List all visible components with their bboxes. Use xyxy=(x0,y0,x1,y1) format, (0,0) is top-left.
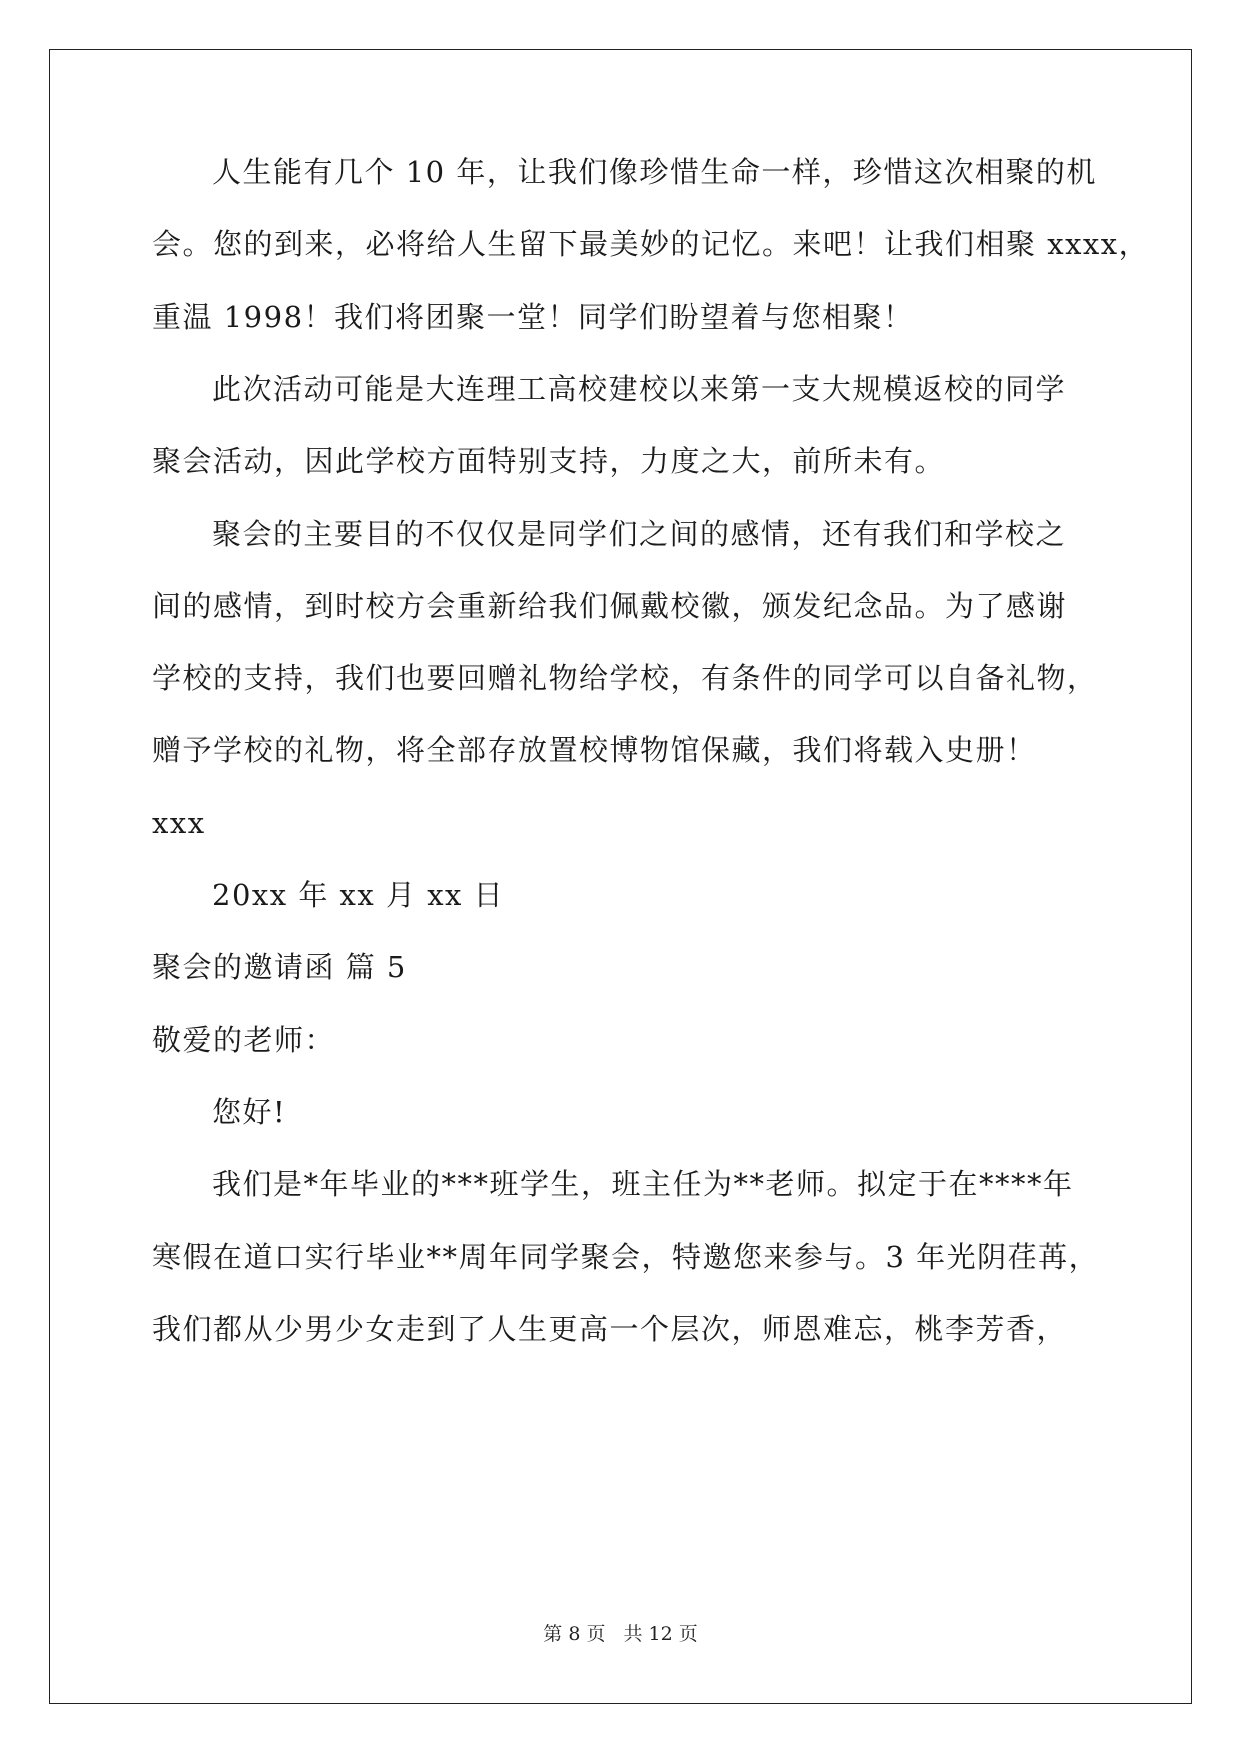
page-footer xyxy=(0,1622,1241,1646)
page-total: 共 12 页 xyxy=(623,1623,698,1645)
paragraph-line: 聚会活动，因此学校方面特别支持，力度之大，前所未有。 xyxy=(152,444,946,478)
paragraph-line: 赠予学校的礼物，将全部存放置校博物馆保藏，我们将载入史册！ xyxy=(152,733,1037,767)
paragraph-line: 寒假在道口实行毕业**周年同学聚会，特邀您来参与。3 年光阴荏苒， xyxy=(152,1240,1100,1274)
paragraph-line: 间的感情，到时校方会重新给我们佩戴校徽，颁发纪念品。为了感谢 xyxy=(152,589,1068,623)
paragraph-line: 我们都从少男少女走到了人生更高一个层次，师恩难忘，桃李芳香， xyxy=(152,1312,1068,1346)
page-number: 第 8 页 xyxy=(543,1623,606,1645)
signature-line: xxx xyxy=(152,806,206,840)
paragraph-line: 我们是*年毕业的***班学生，班主任为**老师。拟定于在****年 xyxy=(212,1167,1074,1201)
paragraph-line: 人生能有几个 10 年，让我们像珍惜生命一样，珍惜这次相聚的机 xyxy=(212,155,1097,189)
paragraph-line: 重温 1998！我们将团聚一堂！同学们盼望着与您相聚！ xyxy=(152,300,914,334)
paragraph-line: 此次活动可能是大连理工高校建校以来第一支大规模返校的同学 xyxy=(212,372,1067,406)
section-heading: 聚会的邀请函 篇 5 xyxy=(152,950,407,984)
salutation: 敬爱的老师： xyxy=(152,1023,336,1057)
date-line: 20xx 年 xx 月 xx 日 xyxy=(212,878,505,912)
paragraph-line: 学校的支持，我们也要回赠礼物给学校，有条件的同学可以自备礼物， xyxy=(152,661,1098,695)
paragraph-line: 聚会的主要目的不仅仅是同学们之间的感情，还有我们和学校之 xyxy=(212,517,1067,551)
greeting: 您好! xyxy=(212,1095,287,1129)
paragraph-line: 会。您的到来，必将给人生留下最美妙的记忆。来吧！让我们相聚 xxxx， xyxy=(152,227,1150,261)
